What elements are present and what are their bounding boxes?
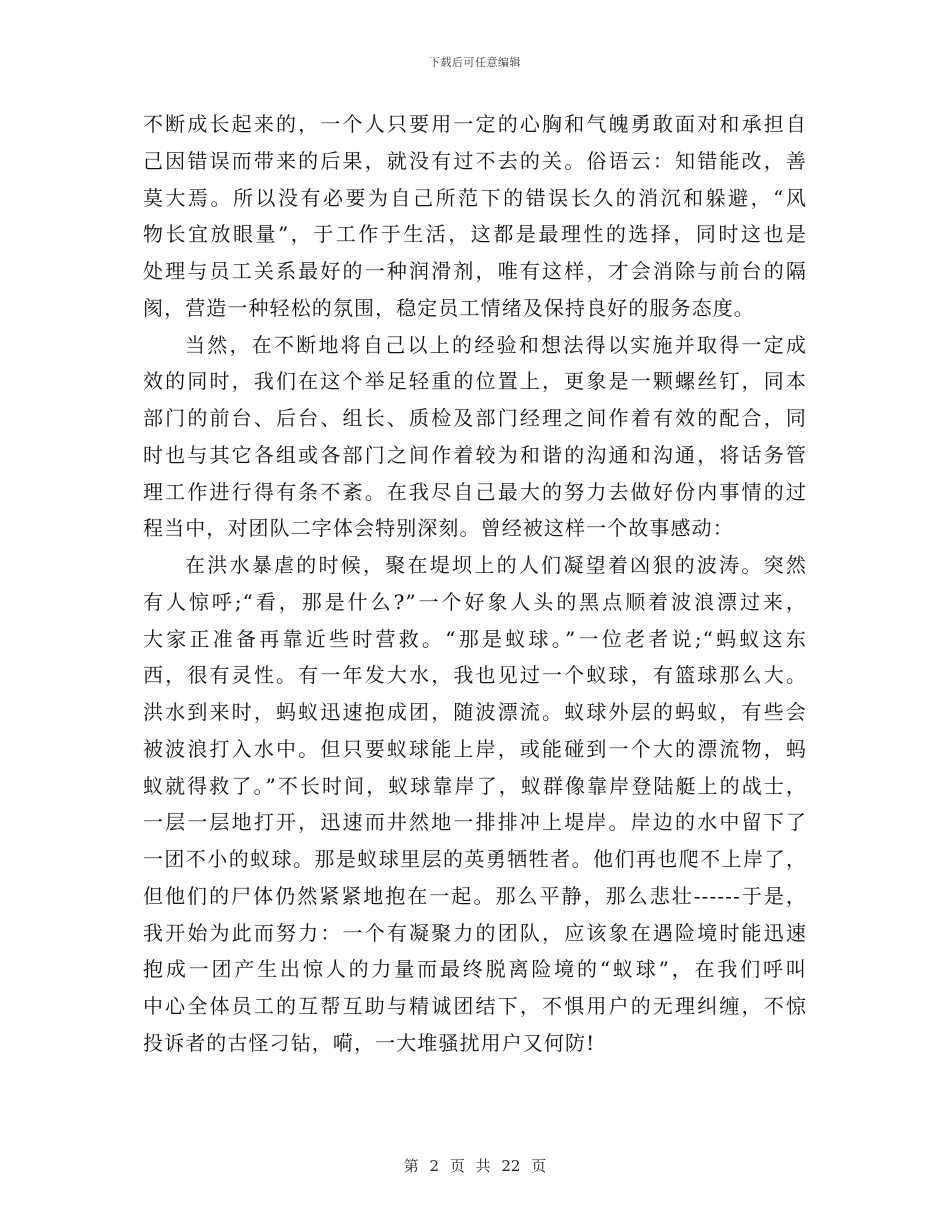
text-line: 但他们的尸体仍然紧紧地抱在一起。那么平静，那么悲壮------于是， [143, 883, 807, 908]
text-line: 洪水到来时，蚂蚁迅速抱成团，随波漂流。蚁球外层的蚂蚁，有些会 [143, 700, 807, 724]
text-line: 处理与员工关系最好的一种润滑剂，唯有这样，才会消除与前台的隔 [143, 259, 807, 283]
text-line: 投诉者的古怪刁钻，嗬，一大堆骚扰用户又何防! [143, 1030, 596, 1055]
body-text [143, 106, 807, 1062]
page-header-note: 下载后可任意编辑 [429, 56, 521, 69]
text-line: 一团不小的蚁球。那是蚁球里层的英勇牺牲者。他们再也爬不上岸了， [143, 847, 807, 871]
paragraph-start-line: 当然，在不断地将自己以上的经验和想法得以实施并取得一定成 [185, 332, 807, 357]
text-line: 我开始为此而努力：一个有凝聚力的团队，应该象在遇险境时能迅速 [143, 920, 807, 945]
text-line: 中心全体员工的互帮互助与精诚团结下，不惧用户的无理纠缠，不惊 [143, 994, 807, 1018]
text-line: 蚁就得救了。”不长时间，蚁球靠岸了，蚁群像靠岸登陆艇上的战士， [143, 773, 807, 798]
text-line: 有人惊呼;“看，那是什么?”一个好象人头的黑点顺着波浪漂过来， [143, 589, 807, 614]
text-line: 一层一层地打开，迅速而井然地一排排冲上堤岸。岸边的水中留下了 [143, 810, 807, 835]
text-line: 大家正准备再靠近些时营救。“那是蚁球。”一位老者说;“蚂蚁这东 [143, 626, 807, 651]
text-line: 阂，营造一种轻松的氛围，稳定员工情绪及保持良好的服务态度。 [143, 295, 755, 320]
text-line: 部门的前台、后台、组长、质检及部门经理之间作着有效的配合，同 [143, 406, 807, 430]
text-line: 效的同时，我们在这个举足轻重的位置上，更象是一颗螺丝钉，同本 [143, 369, 807, 394]
text-line: 己因错误而带来的后果，就没有过不去的关。俗语云：知错能改，善 [143, 148, 807, 173]
text-line: 理工作进行得有条不紊。在我尽自己最大的努力去做好份内事情的过 [143, 479, 807, 504]
text-line: 莫大焉。所以没有必要为自己所范下的错误长久的消沉和躲避，“风 [143, 185, 807, 210]
text-line: 物长宜放眼量”，于工作于生活，这都是最理性的选择，同时这也是 [143, 222, 807, 247]
page-number: 第 2 页 共 22 页 [403, 1157, 547, 1175]
text-line: 不断成长起来的，一个人只要用一定的心胸和气魄勇敢面对和承担自 [143, 112, 807, 136]
text-line: 时也与其它各组或各部门之间作着较为和谐的沟通和沟通，将话务管 [143, 442, 807, 467]
text-line: 程当中，对团队二字体会特别深刻。曾经被这样一个故事感动： [143, 516, 734, 541]
text-line: 西，很有灵性。有一年发大水，我也见过一个蚁球，有篮球那么大。 [143, 663, 807, 688]
text-line: 抱成一团产生出惊人的力量而最终脱离险境的“蚁球”，在我们呼叫 [143, 957, 807, 982]
paragraph-start-line: 在洪水暴虐的时候，聚在堤坝上的人们凝望着凶狠的波涛。突然 [185, 553, 807, 577]
text-line: 被波浪打入水中。但只要蚁球能上岸，或能碰到一个大的漂流物，蚂 [143, 736, 807, 761]
